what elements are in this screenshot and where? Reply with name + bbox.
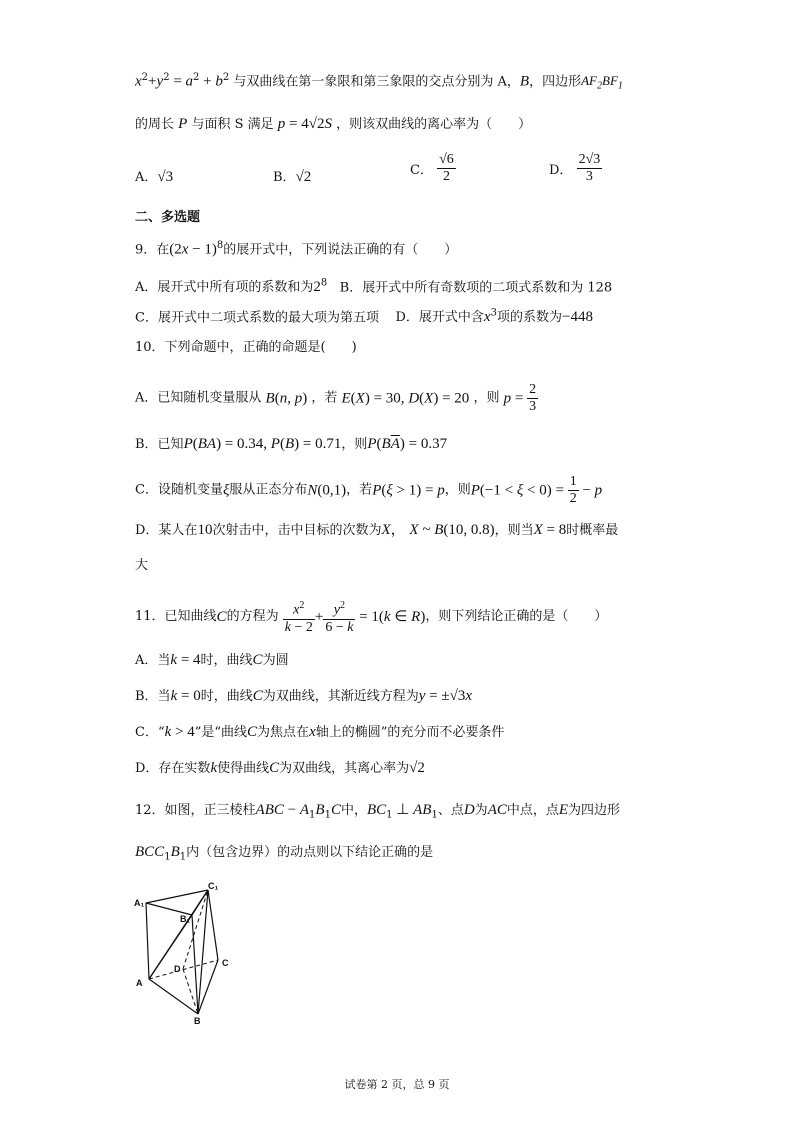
q10-option-d-cont: 大 (135, 558, 149, 573)
q8-option-d: D． $\frac{2√3}{3}$ (549, 152, 601, 184)
prism-figure (132, 880, 242, 1025)
q8-line1: $x^2+y^2 = a^2 + b^2$ 与双曲线在第一象限和第三象限的交点分别为 A，B，四边形$AF_2BF_1$ (135, 72, 623, 92)
q10-option-a: A．已知随机变量服从 B(n, p) ，若 E(X) = 30, D(X) = 20 ，则 p = $\frac{2}{3}$ (135, 382, 537, 414)
label-a1: A₁ (134, 898, 145, 908)
q8-line2-a: 的周长 (135, 117, 175, 132)
page-footer: 试卷第 2 页，总 9 页 (344, 1078, 450, 1091)
label-a: A (136, 978, 143, 988)
label-c: C (222, 958, 229, 968)
q9-stem: 9．在$(2x - 1)^8$的展开式中，下列说法正确的有（ ） (135, 240, 458, 258)
label-d: D (174, 964, 181, 974)
q9-options-cd (135, 304, 593, 328)
q11-option-b: B．当k = 0时，曲线C为双曲线，其渐近线方程为y = ±√3x (135, 688, 473, 704)
q11-stem: 11．已知曲线C的方程为 $\frac{x^2}{k - 2}$ + $\frac{y^2}{6 - k}$ = 1(k ∈ R)，则下列结论正确的是（ ） (135, 600, 608, 635)
q10-option-d: D．某人在10次射击中，击中目标的次数为X， X ~ B(10, 0.8)，则当X = 8时概率最 (135, 522, 619, 538)
q8-line2: 的周长 P 与面积 S 满足 p = 4√2S ，则该双曲线的离心率为（ ） (135, 116, 532, 132)
q8-line2-c: ，则该双曲线的离心率为（ ） (336, 117, 532, 132)
q10-option-c: C．设随机变量ξ服从正态分布N(0,1)，若P(ξ > 1) = p，则P(−1 < ξ < 0) = $\frac{1}{2}$ − p (135, 474, 603, 506)
q10-stem: 10．下列命题中，正确的命题是( ) (135, 340, 357, 355)
q10-option-b: B．已知P(BA) = 0.34, P(B) = 0.71，则$P(B\overline{A}) = 0.37$ (135, 436, 448, 452)
q8-option-c: C． $\frac{√6}{2}$ (410, 152, 454, 184)
q9-option-d: D．展开式中含$x^3$项的系数为−448 (395, 308, 593, 326)
q8-option-a: A．√3 (135, 169, 174, 185)
label-b1: B₁ (180, 914, 191, 924)
q12-stem: 12．如图，正三棱柱ABC − $A_1B_1C$中，$BC_1$ ⊥ $AB_1$、点D为AC中点，点E为四边形 (135, 802, 621, 821)
q8-line2-b: 与面积 S 满足 (191, 117, 274, 132)
section-title: 二、多选题 (135, 210, 201, 225)
q8-option-b: B．√2 (273, 169, 312, 185)
q12-stem-line2: $BCC_1B_1$内（包含边界）的动点则以下结论正确的是 (135, 844, 434, 863)
label-c1: C₁ (208, 881, 219, 891)
q9-options-ab (135, 274, 612, 298)
label-b: B (194, 1016, 201, 1025)
q8-line1-tail: ，四边形 (529, 74, 582, 90)
q9-option-b: B．展开式中所有奇数项的二项式系数和为 128 (339, 280, 613, 296)
q9-option-c: C．展开式中二项式系数的最大项为第五项 (135, 310, 379, 326)
q9-option-a: A．展开式中所有项的系数和为$2^8$ (135, 278, 328, 296)
q8-line1-text: 与双曲线在第一象限和第三象限的交点分别为 A， (233, 74, 520, 90)
q11-option-d: D．存在实数k使得曲线C为双曲线，其离心率为√2 (135, 760, 425, 776)
q11-option-a: A．当k = 4时，曲线C为圆 (135, 652, 289, 668)
q11-option-c: C．“k > 4”是“曲线C为焦点在x轴上的椭圆”的充分而不必要条件 (135, 724, 505, 740)
